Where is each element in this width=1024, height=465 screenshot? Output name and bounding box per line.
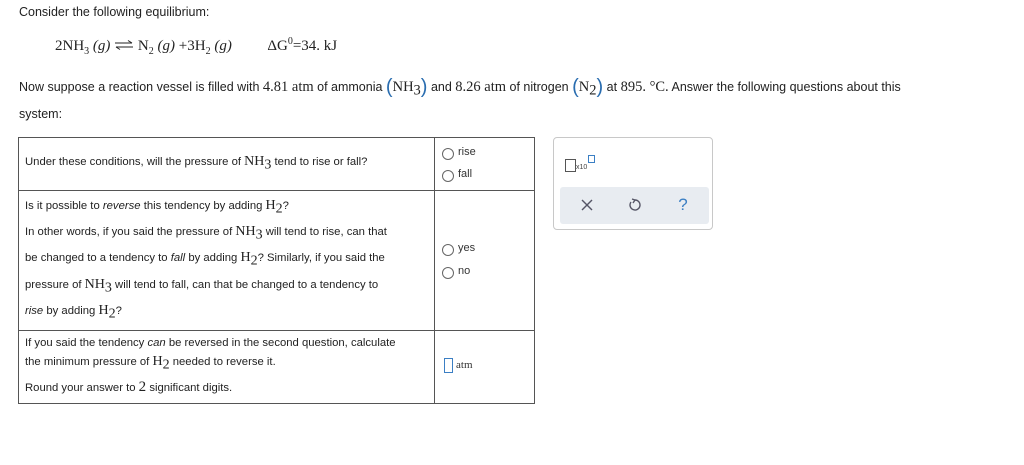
q2-emphasis: reverse: [102, 200, 141, 212]
q3-line-2: [25, 354, 276, 373]
q2-text: will tend to fall, can that be changed to a tendency to: [115, 279, 379, 291]
help-icon[interactable]: ?: [678, 195, 688, 214]
q3-emphasis: can: [147, 337, 166, 349]
q2-subscript: 2: [275, 201, 283, 217]
q1-text: Under these conditions, will the pressure of: [25, 156, 242, 168]
q2-text: pressure of: [25, 279, 82, 291]
q2-formula: H: [98, 303, 109, 318]
reactant-formula: NH: [62, 38, 85, 54]
delta-g-value: =34. kJ: [292, 38, 338, 54]
question-3-cell: [19, 331, 435, 403]
answer-2-cell: [435, 191, 534, 330]
desc-text: Now suppose a reaction vessel is filled with: [19, 80, 260, 94]
x10-label: x10: [576, 164, 588, 171]
desc-text: at: [606, 80, 618, 94]
desc-text: and: [430, 80, 452, 94]
q2-formula: H: [240, 250, 251, 265]
q2-text: In other words, if you said the pressure of: [25, 226, 233, 238]
exponent-box: [588, 155, 595, 163]
radio-rise-label[interactable]: rise: [458, 146, 476, 158]
q2-text: Is it possible to: [25, 200, 100, 212]
equilibrium-equation: [55, 36, 337, 57]
radio-yes[interactable]: [442, 244, 454, 256]
product2-subscript: 2: [205, 46, 211, 57]
nitrogen-subscript: 2: [589, 82, 597, 99]
question-2-cell: [19, 191, 435, 330]
undo-icon[interactable]: [623, 193, 647, 217]
delta-g: [267, 38, 337, 54]
reactant-state: (g): [92, 38, 111, 54]
problem-description: [19, 76, 1014, 126]
q2-subscript: 3: [255, 227, 263, 243]
product1-state: (g): [157, 38, 176, 54]
q3-line-1: [25, 337, 396, 349]
paren-open: (: [385, 76, 393, 98]
intro-text: Consider the following equilibrium:: [19, 5, 210, 19]
q2-text: will tend to rise, can that: [265, 226, 387, 238]
desc-text: system:: [19, 106, 63, 121]
question-1-cell: [19, 138, 435, 190]
product1-formula: N: [137, 38, 149, 54]
reactant-subscript: 3: [84, 46, 90, 57]
question-row-1: [19, 138, 534, 191]
q3-line-3: [25, 379, 232, 396]
q2-line-3: [25, 250, 385, 269]
q3-text: If you said the tendency: [25, 337, 145, 349]
radio-no[interactable]: [442, 267, 454, 279]
h2-pressure-input[interactable]: [444, 358, 453, 373]
q2-formula: NH: [235, 224, 256, 239]
q3-text: Round your answer to: [25, 382, 136, 394]
product2-state: (g): [214, 38, 232, 54]
mantissa-box: [565, 159, 576, 172]
product2-coefficient: +3: [178, 38, 195, 54]
atm-unit-label: atm: [456, 359, 473, 371]
q3-text: needed to reverse it.: [172, 356, 276, 368]
ammonia-pressure: 4.81 atm: [262, 79, 314, 95]
nitrogen-pressure: 8.26 atm: [455, 79, 507, 95]
q2-subscript: 2: [250, 253, 258, 269]
q3-text: be reversed in the second question, calculate: [168, 337, 396, 349]
question-1-text: [25, 154, 367, 173]
desc-text: of ammonia: [317, 80, 383, 94]
q2-text: be changed to a tendency to: [25, 252, 168, 264]
product1-subscript: 2: [148, 46, 154, 57]
paren-close: ): [596, 76, 604, 98]
q2-line-5: [25, 303, 122, 322]
delta-g-superscript: 0: [287, 36, 293, 47]
equilibrium-arrow-icon: [114, 38, 134, 55]
ammonia-formula: NH: [392, 79, 414, 95]
q2-formula: H: [265, 198, 276, 213]
question-table: [18, 137, 535, 404]
radio-fall-label[interactable]: fall: [458, 168, 473, 180]
paren-close: ): [420, 76, 428, 98]
q3-text: the minimum pressure of: [25, 356, 150, 368]
q2-text: ?: [282, 200, 289, 212]
radio-fall[interactable]: [442, 170, 454, 182]
answer-3-cell: [435, 331, 534, 403]
radio-rise[interactable]: [442, 148, 454, 160]
ammonia-subscript: 3: [413, 82, 421, 99]
q3-sig-figs: 2: [138, 379, 147, 395]
reactant-coefficient: 2: [55, 38, 63, 54]
desc-text: of nitrogen: [509, 80, 569, 94]
q1-formula: NH: [244, 154, 265, 169]
q2-text: by adding: [46, 305, 96, 317]
radio-no-label[interactable]: no: [458, 265, 471, 277]
q2-line-2: [25, 224, 387, 243]
q2-text: this tendency by adding: [143, 200, 263, 212]
q2-text: ? Similarly, if you said the: [257, 252, 385, 264]
q3-formula: H: [152, 354, 163, 369]
product2-formula: H: [194, 38, 206, 54]
q2-emphasis: rise: [25, 305, 44, 317]
answer-1-cell: [435, 138, 534, 190]
x10-scientific-notation-icon[interactable]: [565, 155, 599, 173]
q2-subscript: 2: [108, 306, 116, 322]
paren-open: (: [572, 76, 579, 98]
q3-text: significant digits.: [149, 382, 233, 394]
delta-g-symbol: ΔG: [267, 38, 288, 54]
radio-yes-label[interactable]: yes: [458, 242, 476, 254]
q2-subscript: 3: [104, 280, 112, 296]
q2-emphasis: fall: [170, 252, 186, 264]
question-row-3: [19, 331, 534, 403]
q2-text: by adding: [188, 252, 238, 264]
q2-formula: NH: [84, 277, 105, 292]
question-row-2: [19, 191, 534, 331]
nitrogen-formula: N: [578, 79, 590, 95]
action-toolbar: [560, 187, 709, 224]
math-tools-panel: [553, 137, 713, 230]
desc-text: Answer the following questions about this: [671, 80, 901, 94]
q3-subscript: 2: [162, 357, 170, 373]
q2-line-1: [25, 198, 289, 217]
q1-subscript: 3: [264, 157, 272, 173]
q2-text: ?: [115, 305, 122, 317]
temperature-value: 895. °C.: [620, 79, 669, 95]
close-icon[interactable]: [575, 193, 599, 217]
q1-text: tend to rise or fall?: [274, 156, 368, 168]
q2-line-4: [25, 277, 378, 296]
